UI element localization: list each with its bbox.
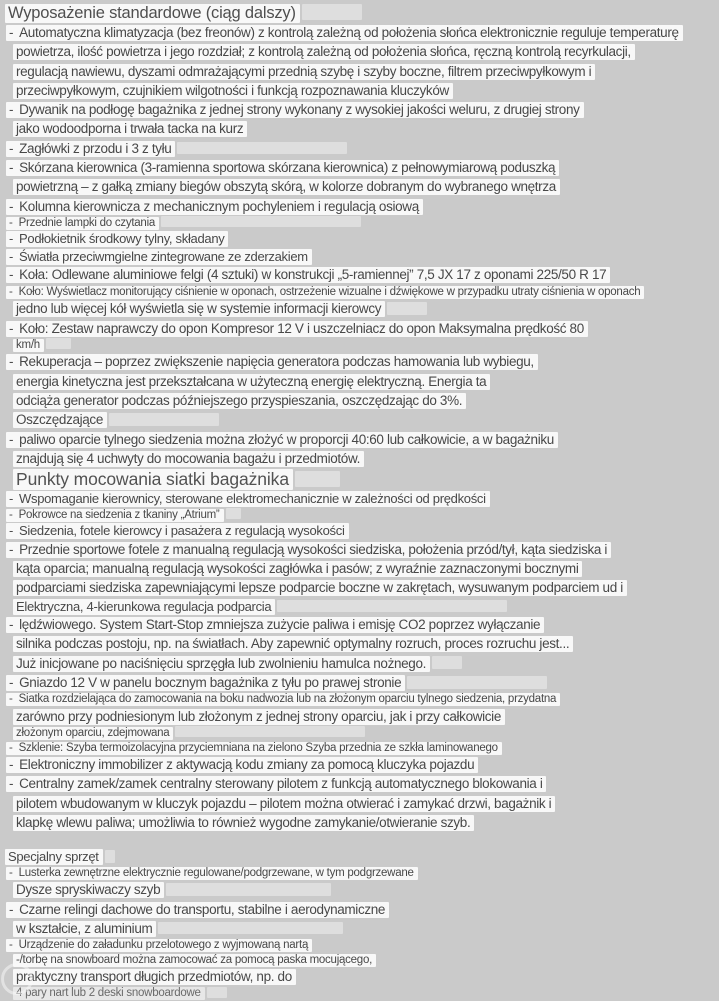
text-highlight: przeciwpyłkowym, czujnikiem wilgotności i funkcją rozpoznawania kluczyków: [13, 83, 453, 99]
highlight-extension: [166, 883, 331, 896]
equipment-item: [6, 774, 719, 793]
equipment-item: [6, 197, 719, 216]
equipment-item-continuation: [13, 177, 719, 196]
text-highlight: - Koło: Wyświetlacz monitorujący ciśnienie w oponach, ostrzeżenie wizualne i dźwiękowe w przypadku utraty ciśnienia w oponach: [6, 286, 644, 299]
text-highlight: - Wspomaganie kierownicy, sterowane elektromechanicznie w zależności od prędkości: [6, 491, 490, 507]
equipment-item: [6, 319, 719, 338]
equipment-item: [6, 23, 719, 42]
equipment-item-continuation: [13, 391, 719, 410]
equipment-item-continuation: [13, 813, 719, 832]
text-highlight: - Pokrowce na siedzenia z tkaniny „Atrium”: [6, 509, 224, 522]
text-highlight: - Gniazdo 12 V w panelu bocznym bagażnika z tyłu po prawej stronie: [6, 675, 405, 691]
text-highlight: Dysze spryskiwaczy szyb: [13, 882, 164, 898]
equipment-item: [6, 158, 719, 177]
text-highlight: w kształcie, z aluminium: [13, 921, 156, 937]
equipment-item-continuation: [13, 953, 719, 968]
text-highlight: - Szklenie: Szyba termoizolacyjna przyciemniana na zielono Szyba przednia ze szkła laminowanego: [6, 742, 502, 755]
equipment-item: [6, 741, 719, 756]
highlight-extension: [432, 656, 462, 669]
text-highlight: zarówno przy podniesionym lub złożonym z jednej strony oparciu, jak i przy całkowicie: [13, 709, 505, 725]
equipment-item-continuation: [13, 299, 719, 318]
text-highlight: - Dywanik na podłogę bagażnika z jednej strony wykonany z wysokiej jakości weluru, z drugiej strony: [6, 102, 584, 118]
section-title-wyposazenie-standardowe: [5, 3, 719, 23]
text-highlight: Wyposażenie standardowe (ciąg dalszy): [5, 4, 300, 23]
equipment-item: [6, 866, 719, 881]
equipment-item: [6, 900, 719, 919]
text-highlight: regulacją nawiewu, dyszami odmrażającymi przednią szybę i szyby boczne, filtrem przeciwpyłkowym i: [13, 64, 595, 80]
text-highlight: pilotem wbudowanym w kluczyk pojazdu – pilotem można otwierać i zamykać drzwi, bagażnik i: [13, 796, 555, 812]
equipment-item-continuation: [13, 338, 719, 353]
highlight-extension: [207, 987, 227, 998]
text-highlight: podparciami siedziska zapewniającymi lepsze podparcie boczne w zakrętach, wysuwanym podparciem ud i: [13, 580, 627, 596]
text-highlight: Specjalny sprzęt: [5, 849, 103, 865]
equipment-item-continuation: [13, 81, 719, 100]
subheading-punkty-mocowania-siatki: [13, 468, 719, 490]
text-highlight: Oszczędzające: [13, 412, 107, 428]
highlight-extension: [161, 216, 361, 227]
text-highlight: - Przednie lampki do czytania: [6, 217, 159, 230]
highlight-extension: [387, 302, 427, 315]
text-highlight: - Elektroniczny immobilizer z aktywacją kodu zmiany za pomocą kluczyka pojazdu: [6, 757, 478, 773]
text-highlight: - lędźwiowego. System Start-Stop zmniejsza zużycie paliwa i emisję CO2 poprzez wyłączanie: [6, 617, 544, 633]
text-highlight: - Przednie sportowe fotele z manualną regulacją wysokości siedziska, położenia przód/tył, kąta siedziska i: [6, 542, 611, 558]
text-highlight: - Siedzenia, fotele kierowcy i pasażera z regulacją wysokości: [6, 523, 349, 539]
text-highlight: energia kinetyczna jest przekształcana w użyteczną energię elektryczną. Energia ta: [13, 374, 490, 390]
text-highlight: kąta oparcia; manualną regulacją wysokości zagłówka i pasów; z wyraźnie zaznaczonymi bocznymi: [13, 561, 582, 577]
text-highlight: Już inicjowane po naciśnięciu sprzęgła lub zwolnieniu hamulca nożnego.: [13, 656, 430, 672]
text-highlight: - Zagłówki z przodu i 3 z tyłu: [6, 141, 175, 157]
highlight-extension: [109, 413, 219, 426]
text-highlight: - paliwo oparcie tylnego siedzenia można złożyć w proporcji 40:60 lub całkowicie, a w bagażniku: [6, 432, 558, 448]
text-highlight: - Rekuperacja – poprzez zwiększenie napięcia generatora podczas hamowania lub wybiegu,: [6, 354, 538, 370]
equipment-item: [6, 230, 719, 248]
text-highlight: powietrzną – z gałką zmiany biegów obszytą skórą, w kolorze dobranym do wybranego wnętrza: [13, 179, 560, 195]
equipment-item-continuation: [13, 919, 719, 938]
highlight-extension: [158, 922, 343, 935]
equipment-item: [6, 285, 719, 300]
section-gap: [0, 832, 719, 848]
equipment-item: [6, 265, 719, 284]
equipment-item: [6, 352, 719, 371]
equipment-item: [6, 673, 719, 692]
text-highlight: - Urządzenie do załadunku przelotowego z wyjmowaną nartą: [6, 939, 312, 952]
equipment-item-continuation: [13, 634, 719, 653]
text-highlight: odciąża generator podczas późniejszego przyspieszania, oszczędzając do 3%.: [13, 393, 466, 409]
text-highlight: praktyczny transport długich przedmiotów, np. do: [13, 969, 296, 985]
highlight-extension: [175, 726, 365, 737]
text-highlight: - Skórzana kierownica (3-ramienna sportowa skórzana kierownica) z pełnowymiarową poduszką: [6, 160, 559, 176]
equipment-item: [6, 100, 719, 119]
equipment-item: [6, 615, 719, 634]
equipment-item: [6, 540, 719, 559]
highlight-extension: [177, 142, 347, 155]
text-highlight: Punkty mocowania siatki bagażnika: [13, 469, 293, 490]
equipment-item-continuation: [13, 449, 719, 468]
equipment-item: [6, 139, 719, 158]
equipment-item: [6, 755, 719, 774]
text-highlight: - Koło: Zestaw naprawczy do opon Kompresor 12 V i uszczelniacz do opon Maksymalna prędkość 80: [6, 321, 588, 337]
text-highlight: jedno lub więcej kół wyświetla się w systemie informacji kierowcy: [13, 301, 385, 317]
equipment-item-continuation: [13, 559, 719, 578]
highlight-extension: [295, 471, 340, 488]
text-highlight: jako wodoodporna i trwała tacka na kurz: [13, 121, 247, 137]
highlight-extension: [302, 4, 362, 20]
text-highlight: - Siatka rozdzielająca do zamocowania na boku nadwozia lub na złożonym oparciu tylnego siedzenia, przydatna: [6, 693, 560, 706]
text-highlight: złożonym oparciu, zdejmowana: [13, 727, 173, 740]
equipment-item: [6, 248, 719, 266]
text-highlight: klapkę wlewu paliwa; umożliwia to również wygodne zamykanie/otwieranie szyb.: [13, 815, 474, 831]
text-highlight: - Czarne relingi dachowe do transportu, stabilne i aerodynamiczne: [6, 902, 389, 918]
equipment-item-continuation: [13, 372, 719, 391]
equipment-item: [6, 508, 719, 523]
equipment-item-continuation: [13, 707, 719, 726]
text-highlight: - Lusterka zewnętrzne elektrycznie regulowane/podgrzewane, w tym podgrzewane: [6, 867, 418, 880]
equipment-item: [6, 522, 719, 540]
text-highlight: powietrza, ilość powietrza i jego rozdział; z kontrolą zależną od położenia słońca, ręczną kontrolą recyrkulacji,: [13, 44, 635, 60]
equipment-item: [6, 938, 719, 953]
text-highlight: 4 pary nart lub 2 deski snowboardowe: [13, 987, 205, 1000]
highlight-extension: [226, 508, 241, 519]
equipment-item-continuation: [13, 880, 719, 899]
text-highlight: Elektryczna, 4-kierunkowa regulacja podparcia: [13, 599, 275, 615]
equipment-item: [6, 216, 719, 231]
text-highlight: - Centralny zamek/zamek centralny sterowany pilotem z funkcją automatycznego blokowania i: [6, 776, 546, 792]
equipment-item-continuation: [13, 654, 719, 673]
text-highlight: km/h: [13, 339, 44, 352]
equipment-item-continuation: [13, 967, 719, 986]
text-highlight: silnika podczas postoju, np. na światłach. Aby zapewnić optymalny rozruch, proces rozruchu jest...: [13, 636, 573, 652]
text-highlight: - Koła: Odlewane aluminiowe felgi (4 sztuki) w konstrukcji „5-ramiennej” 7,5 JX 17 z oponami 225/50 R 17: [6, 267, 610, 283]
highlight-extension: [46, 338, 71, 349]
equipment-item-continuation: [13, 598, 719, 616]
equipment-item-continuation: [13, 62, 719, 81]
text-highlight: - Automatyczna klimatyzacja (bez freonów) z kontrolą zależną od położenia słońca elektronicznie reguluje temperaturę: [6, 25, 683, 41]
text-highlight: znajdują się 4 uchwyty do mocowania bagażu i przedmiotów.: [13, 451, 364, 467]
equipment-item-continuation: [13, 42, 719, 61]
equipment-item: [6, 692, 719, 707]
text-highlight: - Światła przeciwmgielne zintegrowane ze zderzakiem: [6, 249, 312, 265]
equipment-item: [6, 430, 719, 449]
highlight-extension: [277, 600, 507, 612]
highlight-extension: [105, 850, 115, 862]
equipment-item-continuation: [13, 726, 719, 741]
highlight-extension: [407, 676, 547, 689]
text-highlight: - Kolumna kierownicza z mechanicznym pochyleniem i regulacją osiową: [6, 199, 423, 215]
equipment-item: [6, 490, 719, 508]
text-highlight: - Podłokietnik środkowy tylny, składany: [6, 231, 228, 247]
equipment-item-continuation: [13, 410, 719, 429]
equipment-item-continuation: [13, 578, 719, 597]
section-title-specjalny-sprzet: [5, 848, 719, 866]
equipment-item-continuation: [13, 119, 719, 138]
text-highlight: -/torbę na snowboard można zamocować za pomocą paska mocującego,: [13, 954, 376, 967]
equipment-item-continuation: [13, 794, 719, 813]
